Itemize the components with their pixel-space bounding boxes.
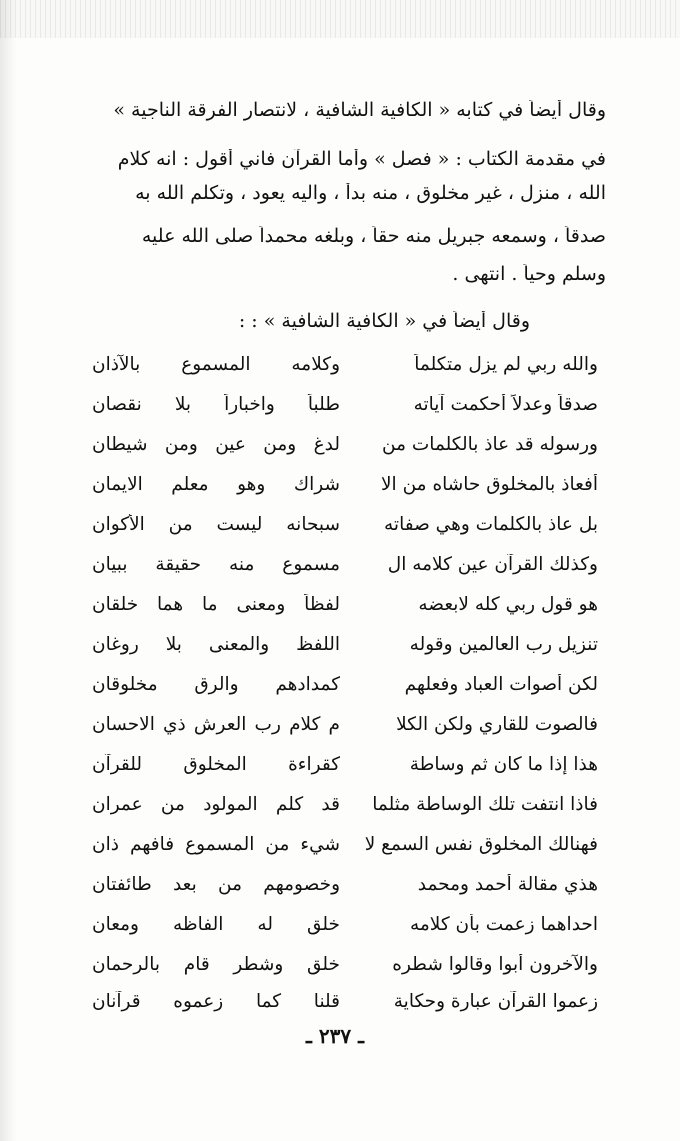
verse-first-hemistich: والآخرون أبوا وقالوا شطره (392, 953, 598, 975)
prose-line: وسلم وحياً . انتهى . (452, 264, 606, 285)
verse-second-hemistich: وخصومهم من بعد طائفتان (92, 873, 340, 895)
verse-first-hemistich: لكن أصوات العباد وفعلهم (404, 673, 598, 695)
poem-verse (92, 669, 598, 699)
verse-first-hemistich: هذي مقالة أحمد ومحمد (417, 873, 598, 895)
poem-verse (92, 429, 598, 459)
poem-verse (92, 829, 598, 859)
poem-verse (92, 589, 598, 619)
verse-first-hemistich: هذا إذا ما كان ثم وساطة (409, 753, 598, 775)
scan-top-strip (0, 0, 680, 38)
verse-second-hemistich: وكلامه المسموع بالآذان (92, 353, 340, 375)
verse-second-hemistich: خلق وشطر قام بالرحمان (92, 953, 340, 975)
verse-second-hemistich: قلنا كما زعموه قرآنان (92, 990, 340, 1012)
poem-verse (92, 509, 598, 539)
verse-second-hemistich: خلق له الفاظه ومعان (92, 913, 340, 935)
verse-second-hemistich: لفظاً ومعنى ما هما خلقان (92, 593, 340, 615)
poem-verse (92, 709, 598, 739)
prose-line: في مقدمة الكتاب : « فصل » وأما القرآن فاني أقول : انه كلام (117, 149, 606, 170)
verse-second-hemistich: طلباً واخباراً بلا نقصان (92, 393, 340, 415)
verse-first-hemistich: ورسوله قد عاذ بالكلمات من (382, 433, 598, 455)
verse-second-hemistich: كقراءة المخلوق للقرآن (92, 753, 340, 775)
verse-first-hemistich: احداهما زعمت بأن كلامه (409, 913, 598, 935)
poem-verse (92, 349, 598, 379)
poem-verse (92, 986, 598, 1016)
verse-first-hemistich: فالصوت للقاري ولكن الكلا (396, 713, 598, 735)
verse-second-hemistich: لدغ ومن عين ومن شيطان (92, 433, 340, 455)
page-number: ـ ٢٣٧ ـ (306, 1024, 364, 1048)
verse-first-hemistich: فاذا انتفت تلك الوساطة مثلما (372, 793, 598, 815)
verse-first-hemistich: زعموا القرآن عبارة وحكاية (393, 990, 598, 1012)
verse-second-hemistich: مسموع منه حقيقة ببيان (92, 553, 340, 575)
poem-verse (92, 629, 598, 659)
poem-verse (92, 909, 598, 939)
verse-first-hemistich: والله ربي لم يزل متكلماً (414, 353, 598, 375)
verse-second-hemistich: شيء من المسموع فافهم ذان (92, 833, 340, 855)
poem-verse (92, 549, 598, 579)
poem-verse (92, 789, 598, 819)
poem-verse (92, 749, 598, 779)
verse-first-hemistich: هو قول ربي كله لابعضه (418, 593, 598, 615)
verse-first-hemistich: أفعاذ بالمخلوق حاشاه من الا (381, 473, 598, 495)
prose-line: الله ، منزل ، غير مخلوق ، منه بدأ ، واليه يعود ، وتكلم الله به (135, 183, 606, 204)
poem-intro: وقال أيضاً في « الكافية الشافية » : : (238, 311, 530, 332)
verse-second-hemistich: قد كلم المولود من عمران (92, 793, 340, 815)
verse-second-hemistich: شراك وهو معلم الايمان (92, 473, 340, 495)
verse-first-hemistich: بل عاذ بالكلمات وهي صفاته (384, 513, 598, 535)
poem-verse (92, 389, 598, 419)
scan-left-edge (0, 0, 16, 1141)
verse-second-hemistich: كمدادهم والرق مخلوقان (92, 673, 340, 695)
poem-verse (92, 949, 598, 979)
verse-second-hemistich: سبحانه ليست من الأكوان (92, 513, 340, 535)
prose-line: وقال أيضاً في كتابه « الكافية الشافية ، لانتصار الفرقة الناجية » (113, 100, 606, 121)
poem-verse (92, 869, 598, 899)
poem-verse (92, 469, 598, 499)
verse-first-hemistich: تنزيل رب العالمين وقوله (409, 633, 598, 655)
verse-first-hemistich: وكذلك القرآن عين كلامه ال (387, 553, 598, 575)
verse-first-hemistich: صدقاً وعدلاً أحكمت آياته (413, 393, 598, 415)
verse-second-hemistich: اللفظ والمعنى بلا روغان (92, 633, 340, 655)
prose-line: صدقاً ، وسمعه جبريل منه حقاً ، وبلغه محمداً صلى الله عليه (141, 226, 606, 247)
verse-first-hemistich: فهنالك المخلوق نفس السمع لا (364, 833, 598, 855)
verse-second-hemistich: م كلام رب العرش ذي الاحسان (92, 713, 340, 735)
